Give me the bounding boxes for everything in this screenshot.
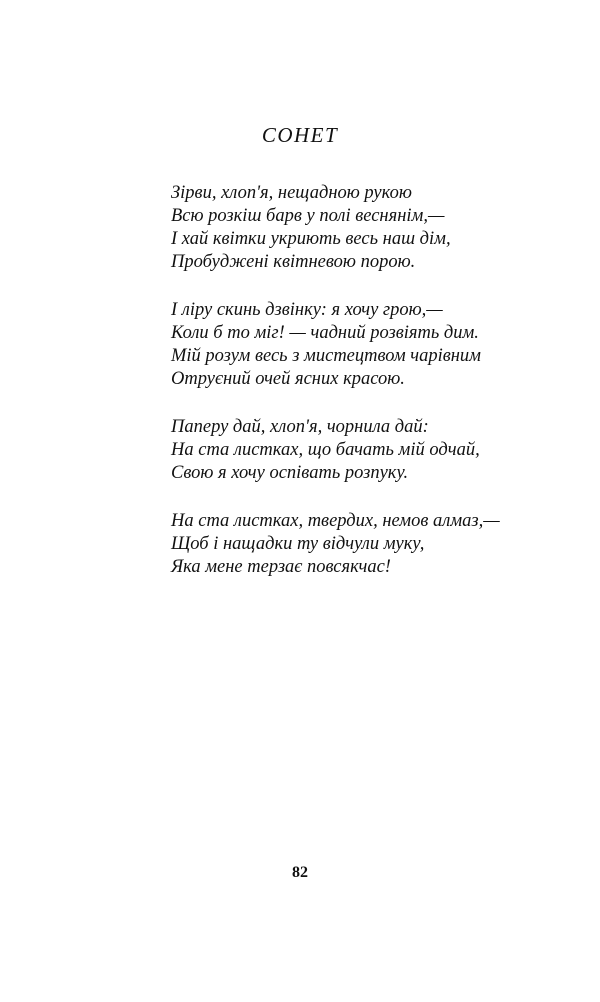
poem-line: Зірви, хлоп'я, нещадною рукою xyxy=(171,183,412,203)
poem-title: СОНЕТ xyxy=(261,123,339,147)
poem-line: На ста листках, твердих, немов алмаз,— xyxy=(171,511,500,531)
stanza-3 xyxy=(171,416,571,485)
poem-line: І хай квітки укриють весь наш дім, xyxy=(171,229,451,249)
poem-line: Пробуджені квітневою порою. xyxy=(171,252,416,272)
stanza-1 xyxy=(171,182,571,274)
page-number: 82 xyxy=(292,864,308,881)
poem-body xyxy=(171,182,571,604)
poem-line: На ста листках, що бачать мій одчай, xyxy=(171,440,480,460)
poem-line: Щоб і нащадки ту відчули муку, xyxy=(171,534,425,554)
poem-line: Отруєний очей ясних красою. xyxy=(171,369,405,389)
poem-line: Мій розум весь з мистецтвом чарівним xyxy=(171,346,481,366)
poem-line: Паперу дай, хлоп'я, чорнила дай: xyxy=(171,417,429,437)
poem-line: І ліру скинь дзвінку: я хочу грою,— xyxy=(171,300,443,320)
poem-line: Всю розкіш барв у полі веснянім,— xyxy=(171,206,445,226)
stanza-4 xyxy=(171,510,571,579)
poem-line: Свою я хочу оспівать розпуку. xyxy=(171,463,409,483)
poem-line: Коли б то міг! — чадний розвіять дим. xyxy=(171,323,479,343)
stanza-2 xyxy=(171,299,571,391)
poem-line: Яка мене терзає повсякчас! xyxy=(171,557,391,577)
